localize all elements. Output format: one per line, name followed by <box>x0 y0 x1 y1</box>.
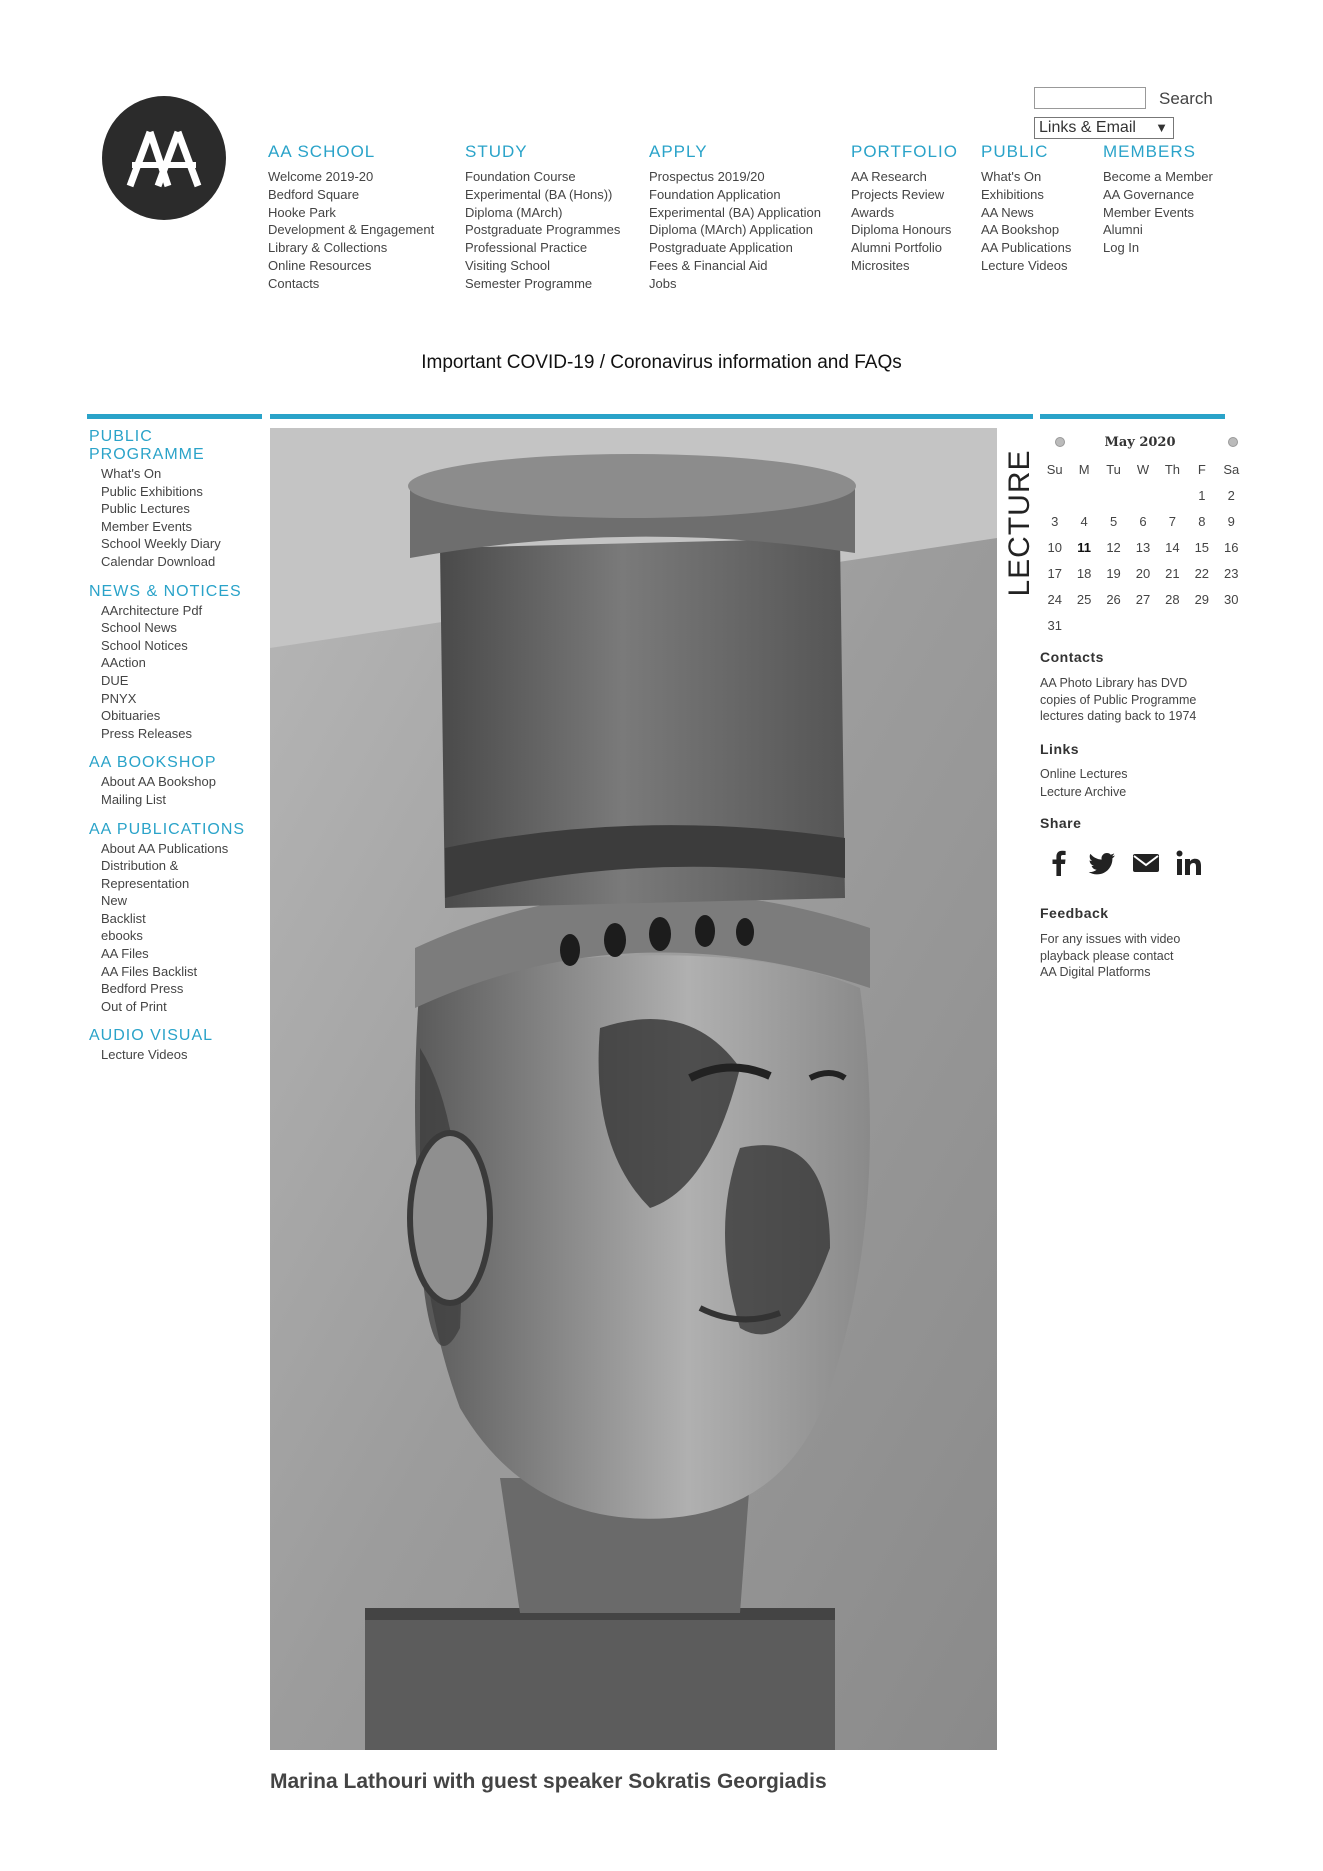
nav-link[interactable]: Online Resources <box>268 257 372 273</box>
sidebar-link[interactable]: School Notices <box>101 637 188 653</box>
nav-link[interactable]: Experimental (BA) Application <box>649 204 821 220</box>
sidebar-link[interactable]: About AA Bookshop <box>101 774 216 790</box>
share-section <box>1040 815 1230 831</box>
sidebar-link[interactable]: AA Files <box>101 946 149 962</box>
nav-link[interactable]: Prospectus 2019/20 <box>649 169 765 184</box>
aa-digital-platforms-link[interactable]: AA Digital Platforms <box>1040 965 1151 979</box>
nav-link[interactable]: Projects Review <box>851 186 945 202</box>
nav-column-public <box>981 142 1071 275</box>
calendar-day <box>1099 612 1128 638</box>
calendar-day[interactable]: 5 <box>1109 513 1118 529</box>
weekday-label: Su <box>1046 461 1063 477</box>
calendar-day[interactable]: 26 <box>1106 591 1121 607</box>
calendar-day <box>1069 612 1098 638</box>
covid-notice-link[interactable]: Important COVID-19 / Coronavirus information and FAQs <box>421 352 902 373</box>
calendar-day[interactable]: 31 <box>1047 617 1062 633</box>
weekday-label: Sa <box>1223 461 1240 477</box>
calendar-day <box>1187 612 1216 638</box>
feedback-section <box>1040 905 1230 981</box>
nav-link[interactable]: Foundation Application <box>649 186 781 202</box>
sidebar-link[interactable]: Mailing List <box>101 791 167 807</box>
nav-link[interactable]: Diploma (MArch) Application <box>649 222 814 238</box>
nav-column-aa-school <box>268 142 434 293</box>
sidebar-link[interactable]: Calendar Download <box>101 553 216 569</box>
calendar-day[interactable]: 2 <box>1227 487 1235 503</box>
nav-link[interactable]: Awards <box>851 204 895 220</box>
calendar-day <box>1128 482 1157 508</box>
calendar-prev-icon[interactable] <box>1055 437 1065 447</box>
nav-link[interactable]: AA News <box>981 204 1034 220</box>
nav-heading-portfolio[interactable]: PORTFOLIO <box>851 142 958 161</box>
links-title: Links <box>1040 741 1080 757</box>
calendar-day[interactable]: 8 <box>1198 513 1206 529</box>
calendar-day <box>1040 482 1069 508</box>
online-lectures-link[interactable]: Online Lectures <box>1040 767 1128 781</box>
nav-link[interactable]: Diploma (MArch) <box>465 204 563 220</box>
nav-heading-apply[interactable]: APPLY <box>649 142 708 161</box>
contacts-section <box>1040 649 1230 725</box>
sidebar-heading-aa-bookshop[interactable]: AA BOOKSHOP <box>89 754 217 772</box>
nav-link[interactable]: Jobs <box>649 275 677 291</box>
calendar-day <box>1099 482 1128 508</box>
nav-heading-study[interactable]: STUDY <box>465 142 528 161</box>
calendar-day[interactable]: 9 <box>1227 513 1235 529</box>
sidebar-link[interactable]: New <box>101 893 128 909</box>
sidebar-link[interactable]: DUE <box>101 672 129 688</box>
calendar-day[interactable]: 27 <box>1135 591 1151 607</box>
sidebar-link[interactable]: PNYX <box>101 690 137 706</box>
linkedin-icon[interactable] <box>1174 848 1204 878</box>
contacts-text-line: copies of Public Programme <box>1040 692 1197 707</box>
nav-link[interactable]: Library & Collections <box>268 240 388 256</box>
aa-logo[interactable] <box>102 96 226 220</box>
twitter-icon[interactable] <box>1087 848 1117 878</box>
calendar-day <box>1069 482 1098 508</box>
nav-link[interactable]: AA Governance <box>1103 186 1195 202</box>
sidebar-link[interactable]: Backlist <box>101 910 146 926</box>
nav-link[interactable]: Welcome 2019-20 <box>268 169 374 184</box>
nav-link[interactable]: Diploma Honours <box>851 222 952 238</box>
nav-link[interactable]: Foundation Course <box>465 169 576 184</box>
event-category-label <box>1000 448 1040 598</box>
sidebar-heading-public-programme[interactable]: PUBLIC PROGRAMME <box>89 428 205 463</box>
nav-link[interactable]: Alumni <box>1103 222 1143 238</box>
calendar-month: May 2020 <box>1104 435 1176 450</box>
calendar-day-today[interactable]: 11 <box>1077 539 1091 555</box>
sidebar-link[interactable]: Public Lectures <box>101 501 190 517</box>
nav-column-portfolio <box>851 142 958 275</box>
calendar-day[interactable]: 21 <box>1165 565 1180 581</box>
sidebar-heading-aa-publications[interactable]: AA PUBLICATIONS <box>89 820 246 838</box>
calendar-day[interactable]: 17 <box>1047 565 1062 581</box>
nav-link[interactable]: Microsites <box>851 257 910 273</box>
calendar-day[interactable]: 24 <box>1047 591 1062 607</box>
nav-column-apply <box>649 142 821 293</box>
links-select-value: Links & Email <box>1039 119 1136 136</box>
search-button[interactable]: Search <box>1159 89 1213 108</box>
nav-link[interactable]: Development & Engagement <box>268 222 435 238</box>
contacts-title: Contacts <box>1040 649 1104 665</box>
calendar-next-icon[interactable] <box>1228 437 1238 447</box>
sidebar-heading-news-notices[interactable]: NEWS & NOTICES <box>89 582 242 600</box>
nav-link[interactable]: Bedford Square <box>268 186 360 202</box>
email-icon[interactable] <box>1131 848 1161 878</box>
sidebar-link[interactable]: Obituaries <box>101 708 161 724</box>
calendar-day[interactable]: 23 <box>1224 565 1239 581</box>
nav-heading-members[interactable]: MEMBERS <box>1103 142 1196 161</box>
feedback-text-line: For any issues with video <box>1040 932 1181 946</box>
nav-link[interactable]: AA Publications <box>981 240 1072 256</box>
calendar-day[interactable]: 20 <box>1135 565 1151 581</box>
main-divider-bar <box>270 414 1033 419</box>
calendar-day <box>1158 482 1187 508</box>
sidebar-link[interactable]: Distribution & <box>101 858 179 874</box>
left-divider-bar <box>87 414 262 419</box>
calendar-day <box>1128 612 1157 638</box>
feedback-title: Feedback <box>1040 905 1109 921</box>
weekday-label: W <box>1136 461 1150 477</box>
nav-column-members <box>1103 142 1213 257</box>
lecture-image <box>270 428 997 1750</box>
nav-link[interactable]: Log In <box>1103 240 1140 256</box>
nav-link[interactable]: AA Research <box>851 169 927 184</box>
nav-link[interactable]: Lecture Videos <box>981 257 1068 273</box>
calendar-header <box>1040 432 1240 454</box>
calendar-day[interactable]: 22 <box>1194 565 1210 581</box>
calendar-day[interactable]: 1 <box>1198 487 1206 503</box>
nav-link[interactable]: Exhibitions <box>981 186 1044 202</box>
sidebar-link[interactable]: Press Releases <box>101 725 193 741</box>
calendar-day <box>1158 612 1187 638</box>
weekday-label: M <box>1078 461 1090 477</box>
nav-link[interactable]: AA Bookshop <box>981 222 1060 238</box>
sidebar-link[interactable]: Member Events <box>101 518 193 534</box>
links-section <box>1040 741 1230 801</box>
calendar-day[interactable]: 6 <box>1139 513 1147 529</box>
calendar-day[interactable]: 10 <box>1047 539 1062 555</box>
calendar-day[interactable]: 28 <box>1165 591 1180 607</box>
nav-heading-aa-school[interactable]: AA SCHOOL <box>268 142 376 161</box>
nav-link[interactable]: Professional Practice <box>465 240 588 256</box>
weekday-label: F <box>1197 461 1206 477</box>
sidebar-link[interactable]: AA Files Backlist <box>101 963 198 979</box>
feedback-text-line: playback please contact <box>1040 948 1174 963</box>
nav-link[interactable]: Postgraduate Application <box>649 240 793 256</box>
nav-link[interactable]: Experimental (BA (Hons)) <box>465 186 613 202</box>
sidebar-link[interactable]: Lecture Videos <box>101 1047 188 1063</box>
calendar-day[interactable]: 29 <box>1194 591 1210 607</box>
links-email-select[interactable] <box>1034 117 1174 139</box>
nav-link[interactable]: Semester Programme <box>465 275 593 291</box>
contacts-text-line: AA Photo Library has DVD <box>1040 676 1188 690</box>
calendar-day[interactable]: 12 <box>1106 539 1121 555</box>
nav-link[interactable]: Fees & Financial Aid <box>649 257 768 273</box>
calendar-day <box>1217 612 1246 638</box>
calendar-day[interactable]: 4 <box>1080 513 1088 529</box>
sidebar-link[interactable]: AArchitecture Pdf <box>101 602 203 618</box>
sidebar-link[interactable]: AAction <box>101 655 146 671</box>
left-sidebar-menu <box>89 428 264 1064</box>
calendar-day[interactable]: 7 <box>1168 513 1177 529</box>
nav-link[interactable]: Visiting School <box>465 257 551 273</box>
weekday-label: Th <box>1164 461 1180 477</box>
facebook-icon[interactable] <box>1044 848 1074 878</box>
calendar-day[interactable]: 3 <box>1051 513 1059 529</box>
calendar-day[interactable]: 30 <box>1224 591 1239 607</box>
weekday-label: Tu <box>1106 461 1121 477</box>
sidebar-link[interactable]: Out of Print <box>101 998 167 1014</box>
nav-link[interactable]: Become a Member <box>1103 169 1213 184</box>
calendar-day[interactable]: 13 <box>1135 539 1151 555</box>
share-title: Share <box>1040 815 1082 831</box>
nav-heading-public[interactable]: PUBLIC <box>981 142 1049 161</box>
calendar-day[interactable]: 18 <box>1076 565 1092 581</box>
calendar-widget <box>1040 432 1240 638</box>
calendar-day[interactable]: 25 <box>1076 591 1092 607</box>
sidebar-heading-audio-visual[interactable]: AUDIO VISUAL <box>89 1027 214 1045</box>
event-title: Marina Lathouri with guest speaker Sokratis Georgiadis <box>270 1770 827 1793</box>
nav-link[interactable]: Hooke Park <box>268 204 336 220</box>
sidebar-link[interactable]: ebooks <box>101 928 143 944</box>
calendar-day[interactable]: 14 <box>1165 539 1180 555</box>
event-category-text: LECTURE <box>1003 449 1036 597</box>
sidebar-link[interactable]: What's On <box>101 466 162 481</box>
nav-column-study <box>465 142 620 293</box>
nav-link[interactable]: Member Events <box>1103 204 1195 220</box>
search-input[interactable] <box>1034 87 1146 109</box>
sidebar-link[interactable]: Representation <box>101 875 190 891</box>
nav-link[interactable]: What's On <box>981 169 1042 184</box>
calendar-day[interactable]: 19 <box>1106 565 1121 581</box>
sidebar-link[interactable]: School News <box>101 620 177 636</box>
sidebar-link[interactable]: Bedford Press <box>101 981 184 997</box>
nav-link[interactable]: Postgraduate Programmes <box>465 222 621 238</box>
calendar-grid <box>1040 456 1246 638</box>
calendar-day[interactable]: 16 <box>1224 539 1239 555</box>
sidebar-link[interactable]: School Weekly Diary <box>101 536 221 552</box>
right-divider-bar <box>1040 414 1225 419</box>
nav-link[interactable]: Contacts <box>268 275 320 291</box>
dropdown-arrow-icon: ▼ <box>1155 120 1168 135</box>
sidebar-link[interactable]: About AA Publications <box>101 840 229 856</box>
calendar-day[interactable]: 15 <box>1194 539 1210 555</box>
sidebar-link[interactable]: Public Exhibitions <box>101 483 203 499</box>
contacts-text-line: lectures dating back to 1974 <box>1040 709 1197 723</box>
nav-link[interactable]: Alumni Portfolio <box>851 240 943 256</box>
lecture-archive-link[interactable]: Lecture Archive <box>1040 784 1127 799</box>
